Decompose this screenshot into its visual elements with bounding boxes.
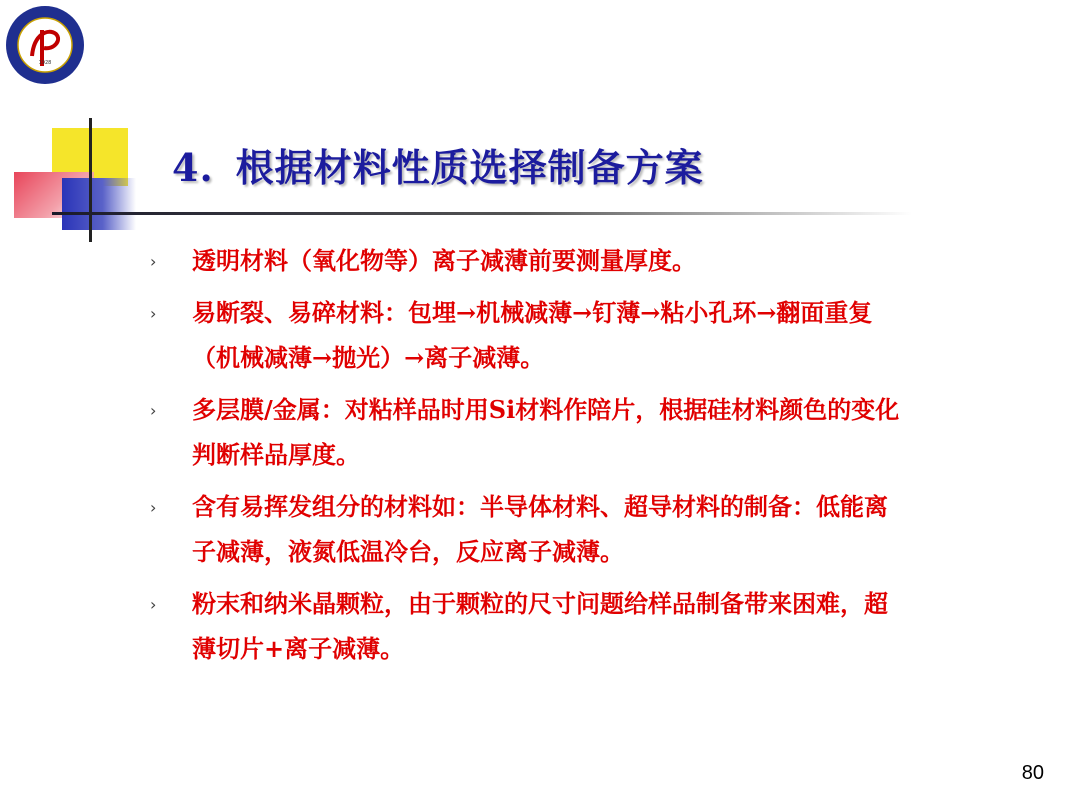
- chevron-right-icon: ›: [150, 595, 157, 614]
- title-divider: [52, 212, 912, 215]
- bullet-item: › 粉末和纳米晶颗粒，由于颗粒的尺寸问题给样品制备带来困难，超薄切片+离子减薄。: [148, 581, 908, 671]
- svg-text:1928: 1928: [38, 60, 52, 66]
- slide-title: [172, 137, 704, 192]
- bullet-list: [148, 238, 908, 678]
- chevron-right-icon: ›: [150, 304, 157, 323]
- bullet-item: › 含有易挥发组分的材料如：半导体材料、超导材料的制备：低能离子减薄，液氮低温冷台，反应离子减薄。: [148, 484, 908, 574]
- deco-vertical-line: [89, 118, 92, 242]
- page-number: 80: [1021, 762, 1044, 784]
- deco-blue-square: [62, 178, 136, 230]
- bullet-item: › 多层膜/金属：对粘样品时用Si材料作陪片，根据硅材料颜色的变化判断样品厚度。: [148, 387, 908, 477]
- chevron-right-icon: ›: [150, 401, 157, 420]
- bullet-item: › 易断裂、易碎材料：包埋→机械减薄→钉薄→粘小孔环→翻面重复（机械减薄→抛光）→离子减薄。: [148, 290, 908, 380]
- institute-logo: [4, 4, 86, 86]
- chevron-right-icon: ›: [150, 252, 157, 271]
- title-number: 4.: [172, 145, 214, 190]
- title-text: 根据材料性质选择制备方案: [235, 145, 704, 190]
- bullet-item: › 透明材料（氧化物等）离子减薄前要测量厚度。: [148, 238, 908, 283]
- chevron-right-icon: ›: [150, 498, 157, 517]
